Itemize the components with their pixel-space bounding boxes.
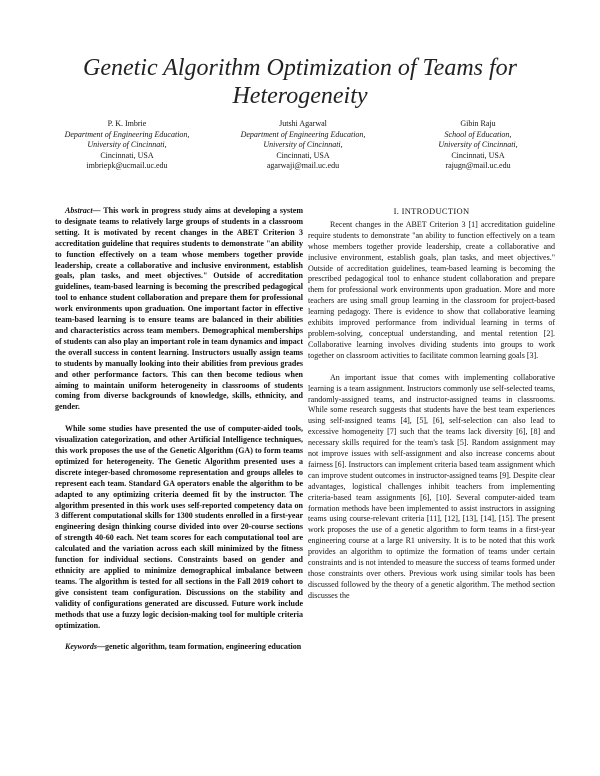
- author-location: Cincinnati, USA: [100, 150, 154, 160]
- author-name: P. K. Imbrie: [107, 119, 147, 128]
- author-card: [208, 119, 398, 172]
- author-name: Gibin Raju: [460, 119, 496, 128]
- intro-paragraph-1: Recent changes in the ABET Criterion 3 [1] accreditation guideline require students to demonstrate "an ability to function effectively on a team whose members together provide leadership, create a collaborative and inclusive environment, establish goals, plan tasks, and meet objectives." Outside of accreditation guidelines, team-based learning is becoming the prescribed pedagogical tool to enhance student collaboration and prepare them for professional work environments upon graduation. More and more teachers are using small group learning in the classroom for project-based learning pedagogy. There is evidence to show that collaborative learning exhibits improved performance from individual learning in terms of problem-solving, conceptual understanding, and mental retention [2]. Collaborative learning involves dividing students into groups to work together on classroom activities to facilitate common learning goals [3].: [308, 219, 555, 360]
- left-column: [55, 206, 303, 653]
- author-name: Jutshi Agarwal: [279, 119, 327, 128]
- author-department: Department of Engineering Education,: [64, 129, 190, 139]
- keywords: [55, 642, 303, 653]
- abstract-paragraph-1: [55, 206, 303, 413]
- author-university: University of Cincinnati,: [438, 140, 518, 149]
- author-department: Department of Engineering Education,: [240, 129, 366, 139]
- paper-title: Genetic Algorithm Optimization of Teams for Heterogeneity: [82, 55, 517, 109]
- author-block: [30, 119, 570, 179]
- author-email[interactable]: imbriepk@ucmail.uc.edu: [86, 161, 168, 170]
- abstract-label: Abstract—: [65, 206, 101, 215]
- abstract-text: This work in progress study aims at developing a system to designate teams to relatively large groups of students in a classroom setting. It is motivated by recent changes in the ABET Criterion 3 accreditation guideline that requires students to demonstrate "an ability to function effectively on a team whose members together provide leadership, create a collaborative and inclusive environment, establish goals, plan tasks, and meet objectives." Outside of accreditation guidelines, team-based learning is becoming the prescribed pedagogical tool to enhance student collaboration and prepare them for professional work environments upon graduation. One important factor in effective team-based learning is to ensure teams are balanced in their abilities and characteristics across team members. Demographical memberships of students can also play an important role in team dynamics and impact the overall success in content learning. Instructors usually assign teams to students by manually looking into their abilities from previous grades and other performance factors. This can then become tedious when aiming to maintain uniform heterogeneity in classrooms of students coming from diverse backgrounds of knowledge, skills, ethnicity, and gender.: [55, 206, 303, 412]
- keywords-label: Keywords—: [65, 642, 105, 652]
- section-heading-introduction: I. INTRODUCTION: [393, 206, 470, 216]
- author-location: Cincinnati, USA: [276, 150, 330, 160]
- keywords-text: genetic algorithm, team formation, engineering education: [105, 642, 302, 652]
- intro-paragraph-2: An important issue that comes with implementing collaborative learning is a team assignment. Instructors commonly use self-selected teams, randomly-assigned teams, and instructor-assigned teams in classrooms. While some research suggests that students have the best team experiences using self-assigned teams [4], [5], [6], self-selection can also lead to excessive homogeneity [7] such that the teams lack diversity [6], [8] and necessary skills required for the team's task [5]. Random assignment may not improve issues with self-assignment and also increase concerns about fairness [6]. Instructors can implement criteria based team assignment which can improve student outcomes in instructor-assigned teams [9]. Despite clear advantages, logistical challenges inhibit teachers from implementing criteria-based team assignments [6], [10]. Several computer-aided team formation methods have been implemented to assist instructors in assigning teams using course-relevant criteria [11], [12], [13], [14], [15]. The present work proposes the use of a genetic algorithm to form teams in a first-year engineering course at a large R1 university. It is to be noted that this work provides an algorithm to optimize the formation of teams under certain constraints and is not intended to measure the success of teams formed under those constraints over others. Previous work using similar tools has been discussed followed by the theory of a genetic algorithm. The method section discusses the: [308, 372, 555, 600]
- author-email[interactable]: agarwaji@mail.uc.edu: [266, 161, 340, 170]
- author-location: Cincinnati, USA: [451, 150, 505, 160]
- author-email[interactable]: rajugn@mail.uc.edu: [445, 161, 511, 170]
- author-department: School of Education,: [444, 129, 512, 139]
- author-university: University of Cincinnati,: [263, 140, 343, 149]
- author-card: [32, 119, 222, 172]
- author-university: University of Cincinnati,: [87, 140, 167, 149]
- author-card: [383, 119, 573, 172]
- abstract-paragraph-2: While some studies have presented the use of computer-aided tools, visualization categorization, and other Artificial Intelligence techniques, this work proposes the use of the Genetic Algorithm (GA) to form teams optimized for heterogeneity. The Genetic Algorithm presented uses a discrete integer-based chromosome representation and groups alleles to represent each team. Standard GA operators enable the algorithm to be adapted to any optimizing criteria deemed fit by the instructor. The algorithm presented in this work uses self-reported competency data on 3 different computational skills for 1300 students enrolled in a first-year engineering design thinking course divided into over 20-course sections of strength 40-60 each. Net team scores for each computational tool are calculated and the variation across each skill minimized by the fitness function for individual sections. Constraints based on gender and ethnicity are applied to minimize demographical imbalance between teams. The algorithm is tested for all sections in the Fall 2019 cohort to give consistent team configuration. Discussions on the stability and validity of configurations generated are discussed. Future work include methods that use a fuzzy logic decision-making tool for multiple criteria optimization.: [55, 424, 303, 630]
- right-column: [308, 206, 555, 602]
